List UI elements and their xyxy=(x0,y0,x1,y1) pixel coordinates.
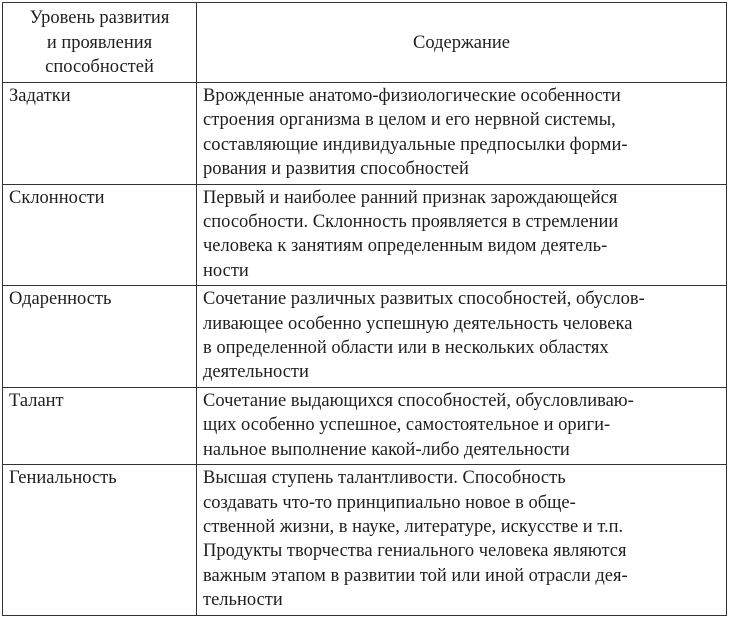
content-line: строения организма в целом и его нервной системы, xyxy=(203,110,616,131)
row-content xyxy=(197,387,727,464)
row-level: Задатки xyxy=(3,83,197,185)
content-line: Первый и наиболее ранний признак зарождающейся xyxy=(203,187,618,208)
content-line: способности. Склонность проявляется в стремлении xyxy=(203,212,619,233)
abilities-table xyxy=(2,2,727,616)
header-content xyxy=(197,3,727,83)
table-row xyxy=(3,83,727,185)
content-line: ности xyxy=(203,260,249,281)
header-content-label: Содержание xyxy=(413,32,510,53)
row-level: Гениальность xyxy=(3,465,197,615)
content-line: щих особенно успешное, самостоятельное и ориги- xyxy=(203,415,611,436)
content-line: Продукты творчества гениального человека являются xyxy=(203,541,627,562)
table-row xyxy=(3,465,727,615)
table-header-row xyxy=(3,3,727,83)
content-line: деятельности xyxy=(203,362,309,383)
header-level-line: Уровень развития xyxy=(29,8,170,29)
row-content xyxy=(197,465,727,615)
content-line: рования и развития способностей xyxy=(203,159,469,180)
row-content xyxy=(197,286,727,388)
content-line: ливающее особенно успешную деятельность человека xyxy=(203,313,633,334)
content-line: создавать что-то принципиально новое в обще- xyxy=(203,492,576,513)
content-line: нальное выполнение какой-либо деятельности xyxy=(203,439,570,460)
table-row xyxy=(3,184,727,286)
content-line: Сочетание выдающихся способностей, обусловливаю- xyxy=(203,390,634,411)
content-line: человека к занятиям определенным видом деятель- xyxy=(203,236,608,257)
table-row xyxy=(3,286,727,388)
table-row xyxy=(3,387,727,464)
content-line: составляющие индивидуальные предпосылки форми- xyxy=(203,134,628,155)
header-level-line: и проявления xyxy=(46,32,153,53)
row-content xyxy=(197,83,727,185)
content-line: Сочетание различных развитых способностей, обуслов- xyxy=(203,289,645,310)
header-level xyxy=(3,3,197,83)
content-line: Высшая ступень талантливости. Способность xyxy=(203,468,566,489)
content-line: ственной жизни, в науке, литературе, искусстве и т.п. xyxy=(203,516,624,537)
row-level: Талант xyxy=(3,387,197,464)
content-line: тельности xyxy=(203,590,283,611)
content-line: в определенной области или в нескольких областях xyxy=(203,338,609,359)
content-line: Врожденные анатомо-физиологические особенности xyxy=(203,86,621,106)
row-level: Одаренность xyxy=(3,286,197,388)
row-content xyxy=(197,184,727,286)
header-level-line: способностей xyxy=(45,57,154,78)
content-line: важным этапом в развитии той или иной отрасли дея- xyxy=(203,565,628,586)
row-level: Склонности xyxy=(3,184,197,286)
